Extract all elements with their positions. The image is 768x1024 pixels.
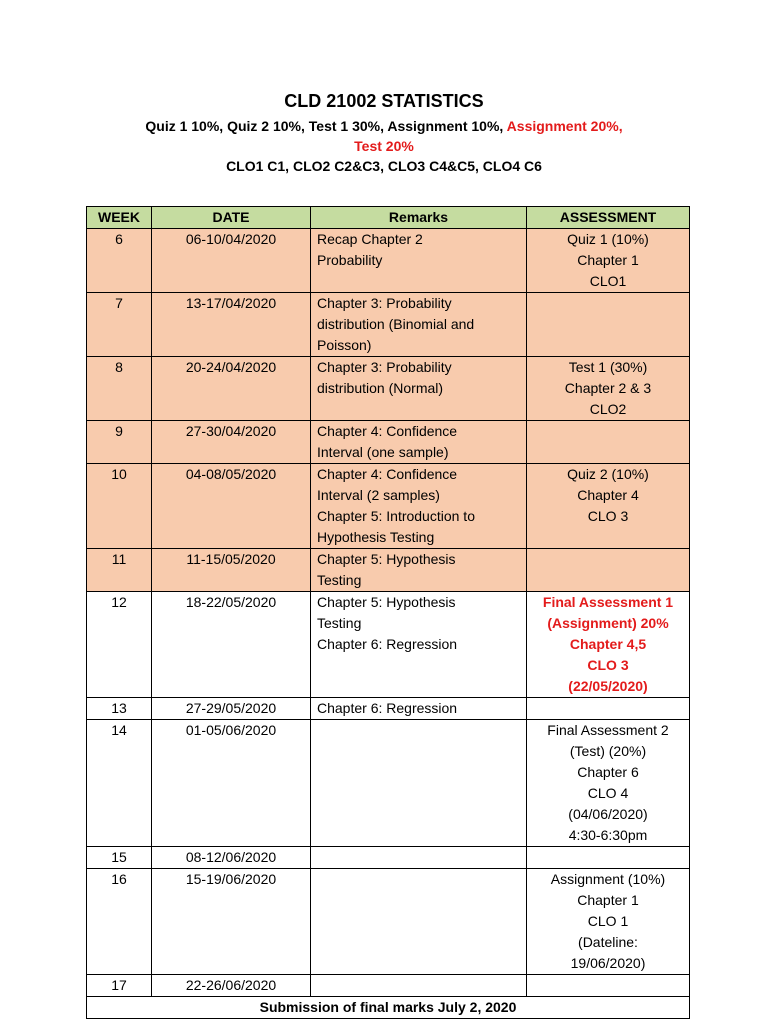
- table-row: [87, 720, 690, 847]
- assessment-cell: [527, 229, 690, 293]
- table-row: [87, 975, 690, 997]
- remarks-line: Interval (2 samples): [317, 487, 440, 503]
- assessment-line: (Assignment) 20%: [547, 615, 669, 631]
- column-header-remarks: Remarks: [311, 207, 527, 229]
- date-cell: 22-26/06/2020: [152, 975, 311, 997]
- date-cell: 04-08/05/2020: [152, 464, 311, 549]
- assessment-cell: [527, 592, 690, 698]
- remarks-cell: [311, 869, 527, 975]
- remarks-line: Chapter 5: Introduction to: [317, 508, 475, 524]
- assessment-line: Quiz 1 (10%): [567, 231, 649, 247]
- assessment-line: (22/05/2020): [568, 678, 648, 694]
- table-row: [87, 698, 690, 720]
- remarks-line: Chapter 5: Hypothesis: [317, 594, 456, 610]
- assessment-cell: [527, 357, 690, 421]
- assessment-line: Final Assessment 2: [547, 722, 669, 738]
- assessment-line: CLO 3: [587, 508, 629, 524]
- week-cell: 7: [87, 293, 152, 357]
- remarks-cell: [311, 357, 527, 421]
- assessment-cell: [527, 549, 690, 592]
- assessment-line: (Test) (20%): [569, 743, 647, 759]
- assessment-line: (04/06/2020): [568, 806, 648, 822]
- remarks-cell: [311, 698, 527, 720]
- assessment-line: CLO1: [589, 273, 627, 289]
- assessment-line: Chapter 4,5: [569, 636, 647, 652]
- remarks-line: Interval (one sample): [317, 444, 449, 460]
- week-cell: 13: [87, 698, 152, 720]
- remarks-line: Chapter 6: Regression: [317, 636, 458, 652]
- assessment-line: Assignment (10%): [550, 871, 666, 887]
- schedule-table: [86, 206, 690, 1019]
- week-cell: 10: [87, 464, 152, 549]
- assessment-line: Chapter 6: [577, 764, 639, 780]
- assessment-line: CLO 1: [587, 913, 629, 929]
- assessment-cell: [527, 975, 690, 997]
- assessment-weights: [0, 116, 768, 136]
- remarks-cell: [311, 720, 527, 847]
- table-row: [87, 421, 690, 464]
- assessment-line: Test 1 (30%): [568, 359, 648, 375]
- assessment-cell: [527, 293, 690, 357]
- week-cell: 17: [87, 975, 152, 997]
- table-row: [87, 847, 690, 869]
- column-header-week: WEEK: [87, 207, 152, 229]
- document-title: CLD 21002 STATISTICS: [284, 91, 484, 111]
- weights-text-red: Assignment 20%,: [506, 118, 623, 134]
- column-header-date: DATE: [152, 207, 311, 229]
- week-cell: 11: [87, 549, 152, 592]
- remarks-line: Poisson): [317, 337, 372, 353]
- remarks-line: Probability: [317, 252, 383, 268]
- remarks-cell: [311, 229, 527, 293]
- submission-note: Submission of final marks July 2, 2020: [87, 997, 690, 1019]
- table-row: [87, 293, 690, 357]
- assessment-cell: [527, 720, 690, 847]
- schedule-body: [87, 229, 690, 997]
- table-row: [87, 869, 690, 975]
- remarks-cell: [311, 975, 527, 997]
- assessment-line: Chapter 1: [577, 892, 639, 908]
- week-cell: 15: [87, 847, 152, 869]
- week-cell: 14: [87, 720, 152, 847]
- clo-mapping: CLO1 C1, CLO2 C2&C3, CLO3 C4&C5, CLO4 C6: [226, 158, 542, 174]
- weights-text-red-2: Test 20%: [354, 138, 414, 154]
- assessment-cell: [527, 464, 690, 549]
- remarks-line: Chapter 6: Regression: [317, 700, 458, 716]
- date-cell: 11-15/05/2020: [152, 549, 311, 592]
- assessment-line: (Dateline:: [578, 934, 638, 950]
- date-cell: 27-30/04/2020: [152, 421, 311, 464]
- remarks-cell: [311, 421, 527, 464]
- date-cell: 06-10/04/2020: [152, 229, 311, 293]
- table-row: [87, 592, 690, 698]
- week-cell: 16: [87, 869, 152, 975]
- date-cell: 08-12/06/2020: [152, 847, 311, 869]
- date-cell: 13-17/04/2020: [152, 293, 311, 357]
- remarks-cell: [311, 847, 527, 869]
- week-cell: 6: [87, 229, 152, 293]
- table-row: [87, 357, 690, 421]
- assessment-line: 19/06/2020): [570, 955, 646, 971]
- column-header-assessment: ASSESSMENT: [527, 207, 690, 229]
- assessment-cell: [527, 847, 690, 869]
- remarks-line: Chapter 4: Confidence: [317, 466, 458, 482]
- table-row: [87, 464, 690, 549]
- week-cell: 8: [87, 357, 152, 421]
- assessment-cell: [527, 698, 690, 720]
- weights-text: Quiz 1 10%, Quiz 2 10%, Test 1 30%, Assignment 10%,: [145, 118, 504, 134]
- document-header: [0, 90, 768, 176]
- remarks-line: Chapter 3: Probability: [317, 359, 452, 375]
- assessment-line: CLO2: [589, 401, 627, 417]
- assessment-line: Quiz 2 (10%): [567, 466, 649, 482]
- remarks-line: Hypothesis Testing: [317, 529, 435, 545]
- remarks-line: Chapter 4: Confidence: [317, 423, 458, 439]
- remarks-line: Recap Chapter 2: [317, 231, 423, 247]
- assessment-line: 4:30-6:30pm: [568, 827, 648, 843]
- assessment-line: Chapter 1: [577, 252, 639, 268]
- remarks-cell: [311, 592, 527, 698]
- date-cell: 15-19/06/2020: [152, 869, 311, 975]
- remarks-line: distribution (Binomial and: [317, 316, 475, 332]
- assessment-cell: [527, 421, 690, 464]
- table-row: [87, 549, 690, 592]
- remarks-line: Chapter 3: Probability: [317, 295, 452, 311]
- remarks-line: distribution (Normal): [317, 380, 444, 396]
- remarks-cell: [311, 293, 527, 357]
- date-cell: 27-29/05/2020: [152, 698, 311, 720]
- week-cell: 12: [87, 592, 152, 698]
- remarks-line: Testing: [317, 572, 362, 588]
- table-row: [87, 229, 690, 293]
- week-cell: 9: [87, 421, 152, 464]
- assessment-cell: [527, 869, 690, 975]
- assessment-line: Final Assessment 1: [542, 594, 674, 610]
- remarks-line: Chapter 5: Hypothesis: [317, 551, 456, 567]
- date-cell: 01-05/06/2020: [152, 720, 311, 847]
- date-cell: 18-22/05/2020: [152, 592, 311, 698]
- assessment-line: CLO 3: [587, 657, 629, 673]
- remarks-cell: [311, 549, 527, 592]
- assessment-line: Chapter 4: [577, 487, 639, 503]
- table-header-row: [87, 207, 690, 229]
- date-cell: 20-24/04/2020: [152, 357, 311, 421]
- remarks-line: Testing: [317, 615, 362, 631]
- table-footer-row: [87, 997, 690, 1019]
- assessment-line: CLO 4: [587, 785, 629, 801]
- assessment-line: Chapter 2 & 3: [564, 380, 652, 396]
- remarks-cell: [311, 464, 527, 549]
